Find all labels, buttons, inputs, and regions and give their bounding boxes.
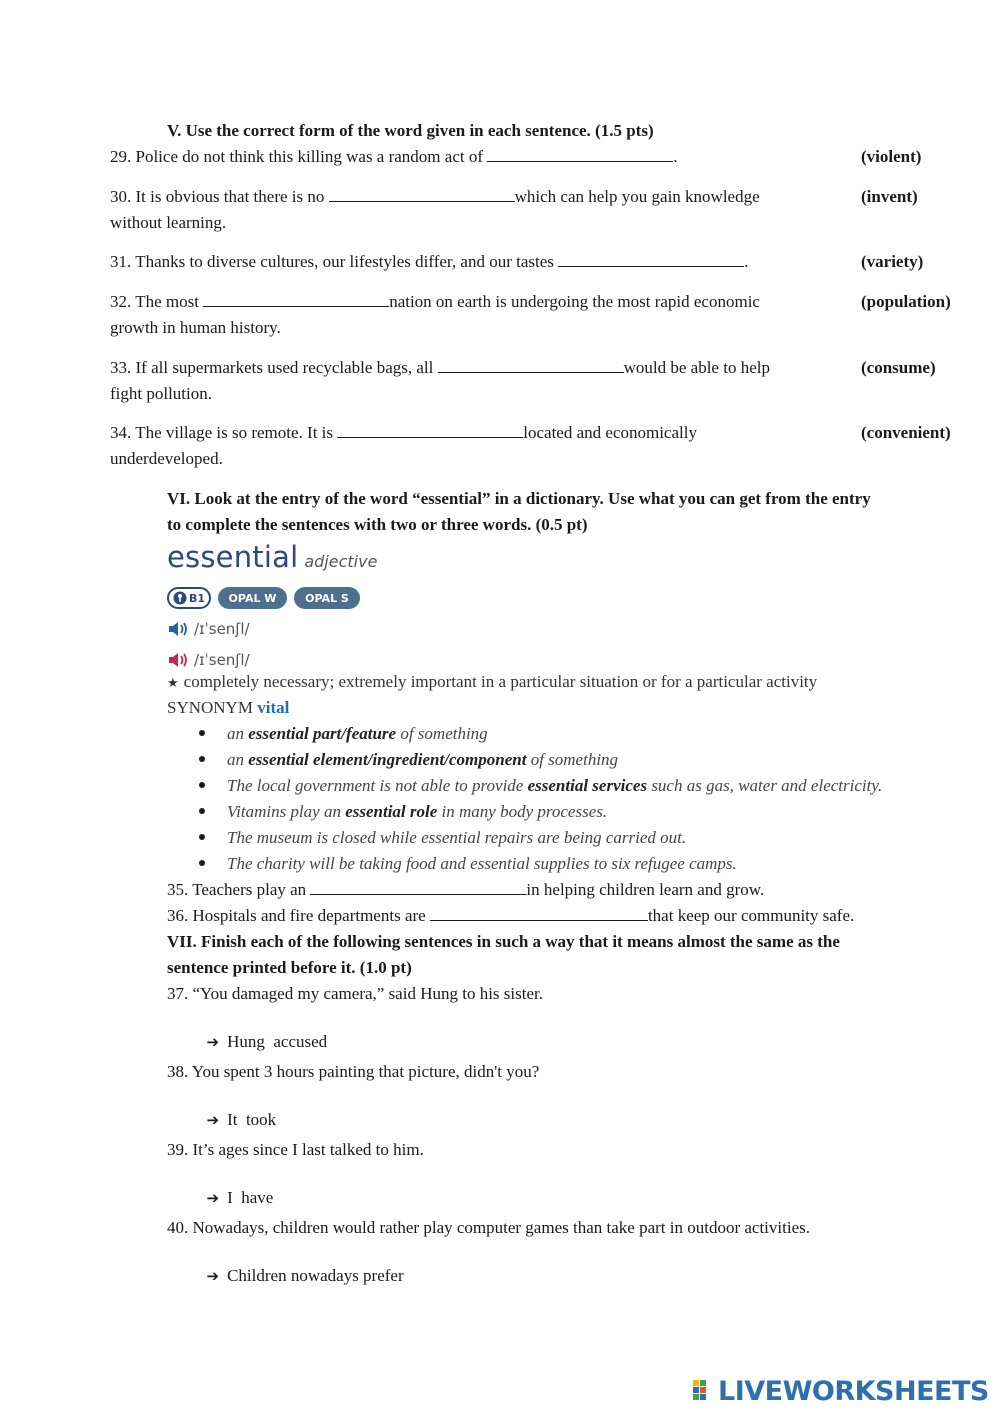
question-33: 33. If all supermarkets used recyclable bags, all would be able to help [110,358,770,377]
bullet-icon [199,730,205,736]
answer-blank-29[interactable] [487,147,673,162]
answer-line-38[interactable]: ➔ It took [206,1110,277,1129]
bullet-icon [199,860,205,866]
opal-s-badge: OPAL S [294,587,360,609]
question-32: 32. The most nation on earth is undergoing the most rapid economic [110,292,760,311]
question-39: 39. It’s ages since I last talked to him. [167,1140,424,1159]
word-hint-33: (consume) [861,358,936,377]
pronunciation-uk: /ɪˈsenʃl/ [167,620,250,638]
question-38: 38. You spent 3 hours painting that picture, didn't you? [167,1062,540,1081]
level-badge: B1 [167,587,211,609]
answer-blank-32[interactable] [203,292,389,307]
bullet-icon [199,782,205,788]
bullet-icon [199,808,205,814]
entry-word: essential [167,540,299,574]
example-3: The local government is not able to provide essential services such as gas, water and electricity. [227,776,883,795]
arrow-right-icon: ➔ [206,1267,220,1285]
answer-line-37[interactable]: ➔ Hung accused [206,1032,328,1051]
bullet-icon [199,756,205,762]
answer-blank-36[interactable] [430,906,648,921]
answer-blank-33[interactable] [438,358,624,373]
question-40: 40. Nowadays, children would rather play computer games than take part in outdoor activities. [167,1218,810,1237]
example-6: The charity will be taking food and essential supplies to six refugee camps. [227,854,737,873]
answer-blank-35[interactable] [310,880,526,895]
answer-blank-34[interactable] [337,423,523,438]
arrow-right-icon: ➔ [206,1111,220,1129]
entry-synonym: SYNONYM vital [167,698,290,717]
question-33-continuation: fight pollution. [110,384,212,403]
speaker-uk-icon[interactable] [167,620,191,638]
oxford-key-icon [173,591,187,605]
example-2: an essential element/ingredient/component of something [227,750,619,769]
question-30-continuation: without learning. [110,213,227,232]
example-4: Vitamins play an essential role in many body processes. [227,802,608,821]
word-hint-29: (violent) [861,147,922,166]
liveworksheets-logo: LIVEWORKSHEETS [692,1376,989,1406]
question-34: 34. The village is so remote. It is located and economically [110,423,697,442]
bullet-icon [199,834,205,840]
section-6-heading-line-1: VI. Look at the entry of the word “essential” in a dictionary. Use what you can get from the entry [167,489,871,508]
answer-line-40[interactable]: ➔ Children nowadays prefer [206,1266,404,1285]
synonym-link[interactable]: vital [257,698,290,717]
section-6-heading-line-2: to complete the sentences with two or three words. (0.5 pt) [167,515,588,534]
example-1: an essential part/feature of something [227,724,488,743]
question-29: 29. Police do not think this killing was a random act of . [110,147,678,166]
answer-blank-31[interactable] [558,252,744,267]
arrow-right-icon: ➔ [206,1189,220,1207]
answer-line-39[interactable]: ➔ I have [206,1188,274,1207]
word-hint-32: (population) [861,292,951,311]
entry-part-of-speech: adjective [304,552,378,571]
pronunciation-us: /ɪˈsenʃl/ [167,651,250,669]
question-35: 35. Teachers play an in helping children learn and grow. [167,880,765,899]
question-31: 31. Thanks to diverse cultures, our lifestyles differ, and our tastes . [110,252,749,271]
speaker-us-icon[interactable] [167,651,191,669]
section-5-heading: V. Use the correct form of the word given in each sentence. (1.5 pts) [167,121,654,140]
dictionary-headword [167,540,377,574]
answer-blank-30[interactable] [329,187,515,202]
question-37: 37. “You damaged my camera,” said Hung to his sister. [167,984,543,1003]
section-7-heading-line-2: sentence printed before it. (1.0 pt) [167,958,412,977]
opal-w-badge: OPAL W [218,587,287,609]
arrow-right-icon: ➔ [206,1033,220,1051]
liveworksheets-logo-icon [692,1379,716,1403]
question-32-continuation: growth in human history. [110,318,281,337]
star-icon: ★ [167,676,179,691]
question-36: 36. Hospitals and fire departments are that keep our community safe. [167,906,855,925]
section-7-heading-line-1: VII. Finish each of the following sentences in such a way that it means almost the same as the [167,932,840,951]
word-hint-30: (invent) [861,187,918,206]
example-5: The museum is closed while essential repairs are being carried out. [227,828,687,847]
entry-definition: ★ completely necessary; extremely important in a particular situation or for a particular activity [167,672,818,691]
question-34-continuation: underdeveloped. [110,449,223,468]
word-hint-34: (convenient) [861,423,951,442]
word-hint-31: (variety) [861,252,924,271]
question-30: 30. It is obvious that there is no which can help you gain knowledge [110,187,760,206]
